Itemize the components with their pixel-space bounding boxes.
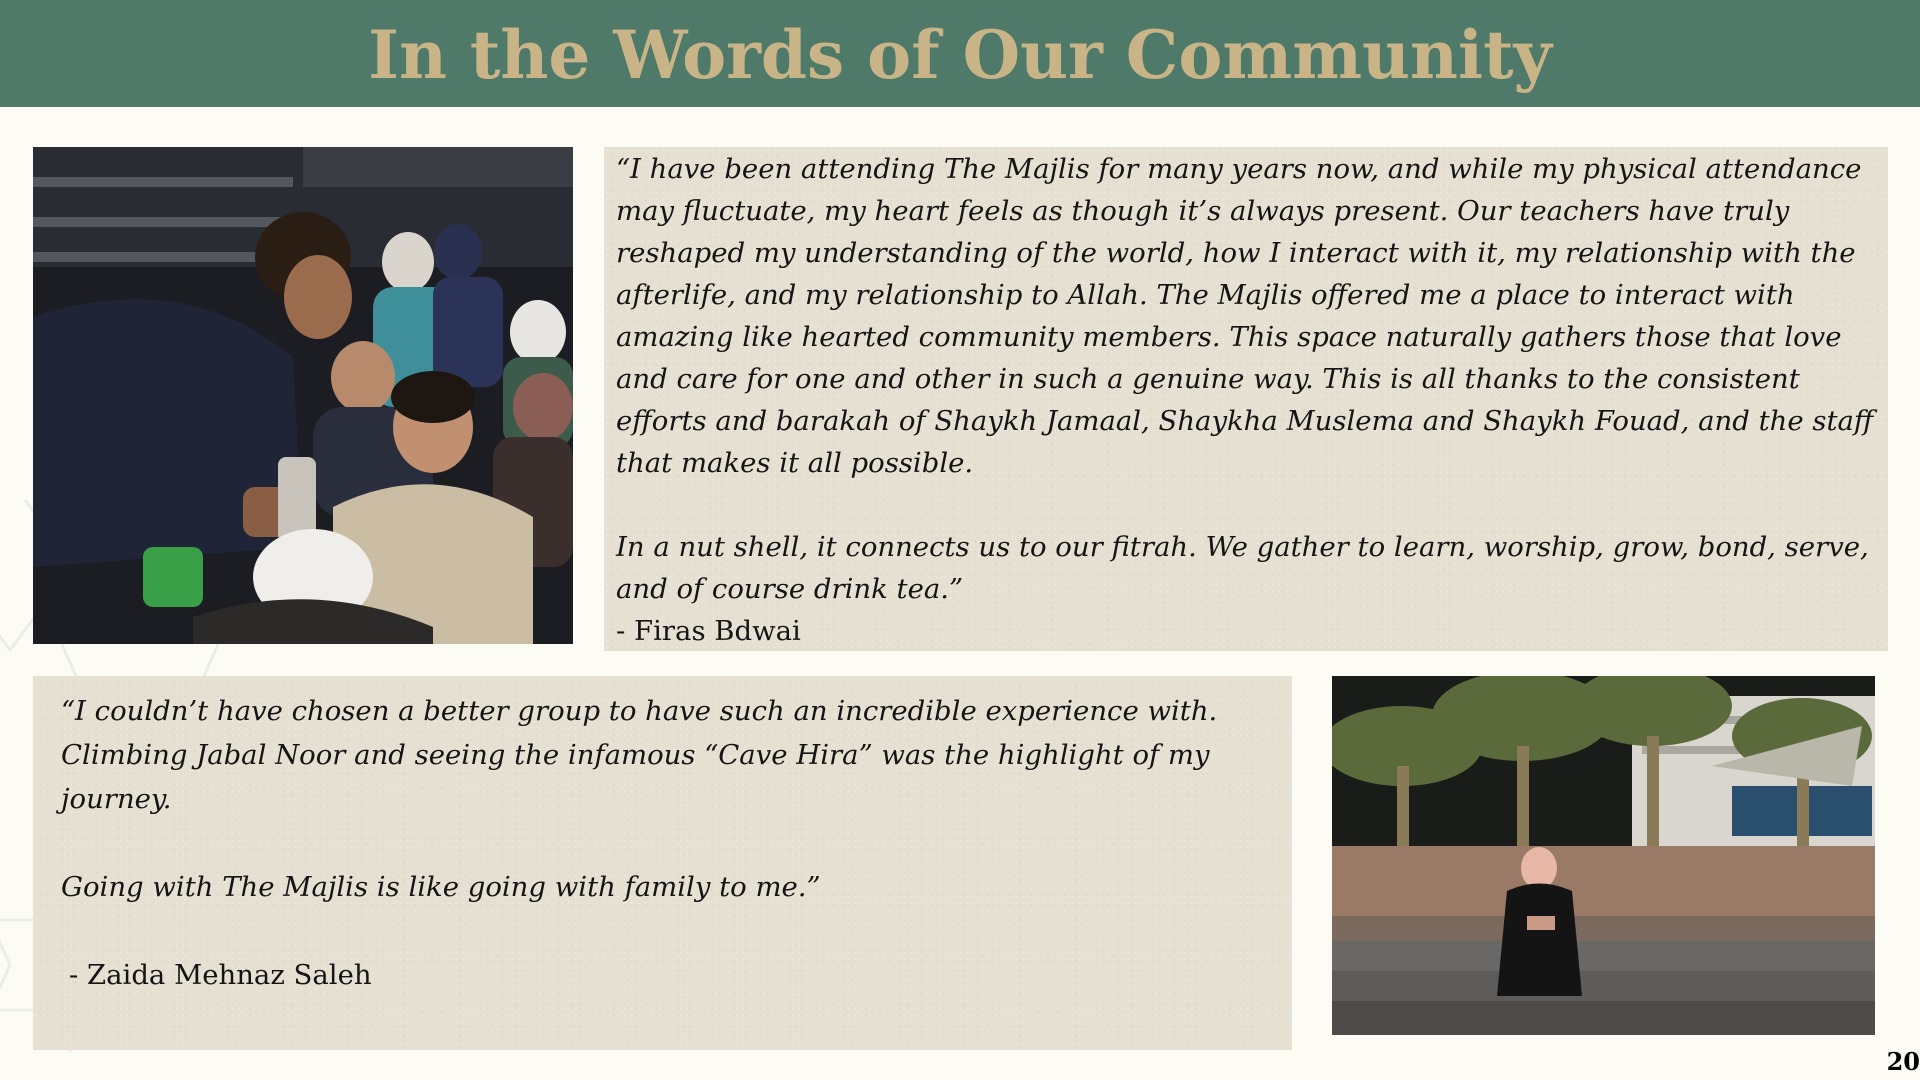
title-banner (0, 0, 1920, 107)
testimonial-attribution: - Firas Bdwai (616, 615, 801, 647)
photo-community-gathering (33, 147, 573, 644)
testimonial-paragraph: “I couldn’t have chosen a better group to have such an incredible experience with. Climbing Jabal Noor and seeing the infamous “Cave Hira” was the highlight of my journey. (61, 695, 1218, 815)
page-number: 20 (1886, 1047, 1920, 1076)
testimonial-firas (604, 147, 1888, 651)
photo-night-plaza (1332, 676, 1875, 1035)
testimonial-attribution: - Zaida Mehnaz Saleh (69, 959, 372, 991)
testimonial-paragraph: In a nut shell, it connects us to our fitrah. We gather to learn, worship, grow, bond, serve, and of course drink tea.” (616, 531, 1869, 605)
testimonial-paragraph: “I have been attending The Majlis for many years now, and while my physical attendance may fluctuate, my heart feels as though it’s always present. Our teachers have truly reshaped my understanding of the world, how I interact with it, my relationship with the afterlife, and my relationship to Allah. The Majlis offered me a place to interact with amazing like hearted community members. This space naturally gathers those that love and care for one and other in such a genuine way. This is all thanks to the consistent efforts and barakah of Shaykh Jamaal, Shaykha Muslema and Shaykh Fouad, and the staff that makes it all possible. (616, 153, 1874, 479)
testimonial-zaida (33, 676, 1292, 1050)
page-title: In the Words of Our Community (368, 15, 1552, 94)
testimonial-paragraph: Going with The Majlis is like going with family to me.” (61, 871, 821, 903)
